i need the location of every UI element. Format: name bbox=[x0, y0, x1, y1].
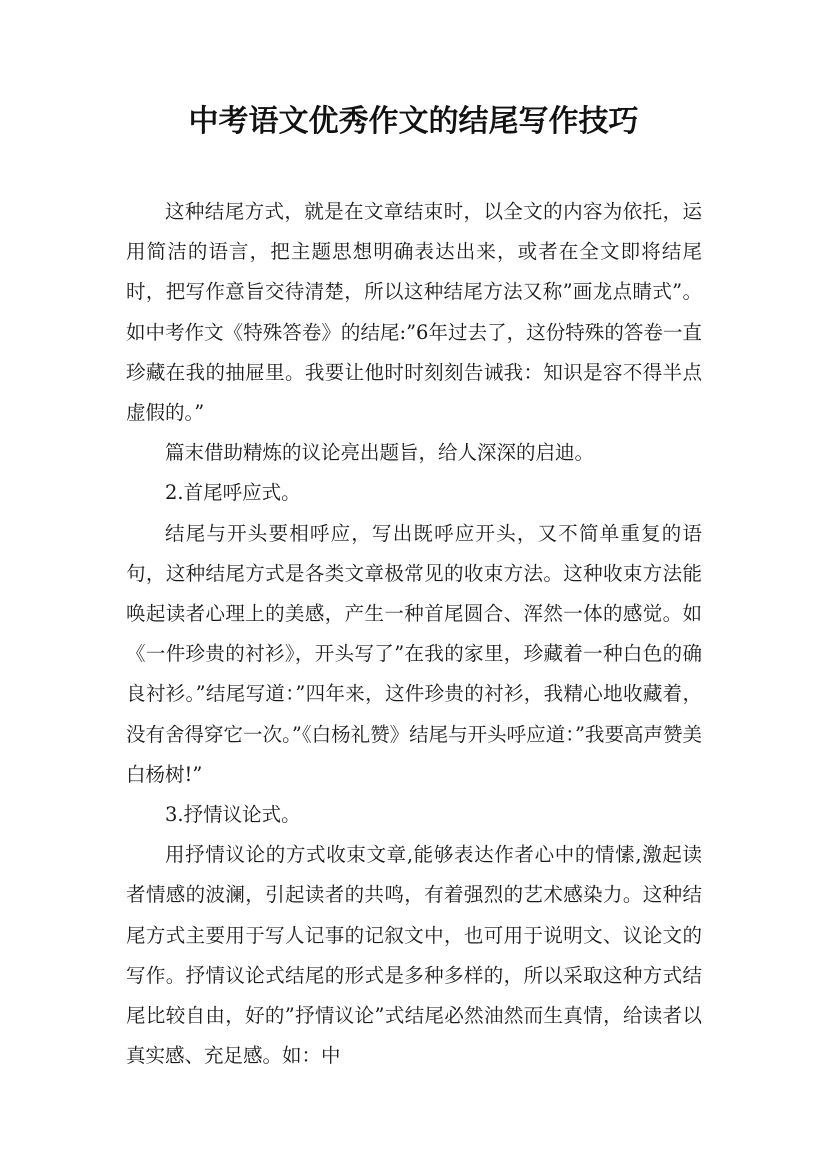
paragraph: 结尾与开头要相呼应，写出既呼应开头，又不简单重复的语句，这种结尾方式是各类文章极常见的收束方法。这种收束方法能唤起读者心理上的美感，产生一种首尾圆合、浑然一体的感觉。如《一件珍贵的衬衫》，开头写了”在我的家里，珍藏着一种白色的确良衬衫。”结尾写道：”四年来，这件珍贵的衬衫，我精心地收藏着，没有舍得穿它一次。”《白杨礼赞》结尾与开头呼应道：”我要高声赞美白杨树!” bbox=[126, 521, 702, 786]
paragraph: 这种结尾方式，就是在文章结束时，以全文的内容为依托，运用简洁的语言，把主题思想明确表达出来，或者在全文即将结尾时，把写作意旨交待清楚，所以这种结尾方法又称”画龙点睛式”。如中考作文《特殊答卷》的结尾:”6年过去了，这份特殊的答卷一直珍藏在我的抽屉里。我要让他时时刻刻告诫我：知识是容不得半点虚假的。” bbox=[126, 200, 702, 425]
document-body bbox=[126, 192, 702, 1076]
paragraph: 篇末借助精炼的议论亮出题旨，给人深深的启迪。 bbox=[165, 441, 595, 465]
paragraph: 用抒情议论的方式收束文章,能够表达作者心中的情愫,激起读者情感的波澜，引起读者的共鸣，有着强烈的艺术感染力。这种结尾方式主要用于写人记事的记叙文中，也可用于说明文、议论文的写作。抒情议论式结尾的形式是多种多样的，所以采取这种方式结尾比较自由，好的”抒情议论”式结尾必然油然而生真情，给读者以真实感、充足感。如：中 bbox=[126, 843, 702, 1068]
section-heading: 3.抒情议论式。 bbox=[165, 803, 301, 827]
document-title: 中考语文优秀作文的结尾写作技巧 bbox=[188, 104, 639, 139]
section-heading: 2.首尾呼应式。 bbox=[165, 481, 301, 505]
